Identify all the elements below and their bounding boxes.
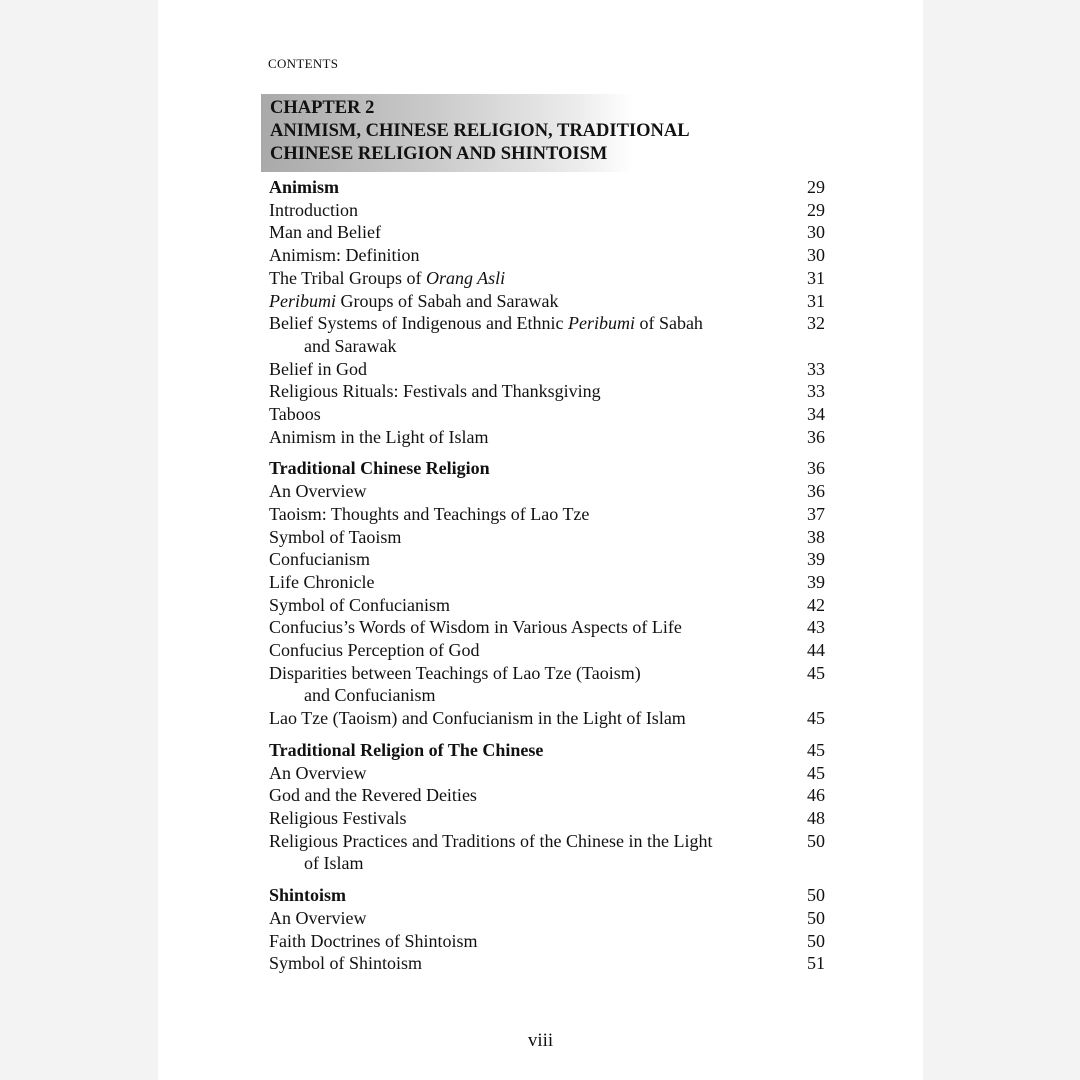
entry-title [269,952,755,975]
entry-title-italic: Peribumi [269,290,336,311]
entry-title [269,884,755,907]
toc-entry[interactable] [269,639,825,662]
entry-title-text: Confucius’s Words of Wisdom in Various Aspects of Life [269,617,682,638]
entry-title [269,457,755,480]
toc-entry[interactable] [269,526,825,549]
entry-page-number: 32 [807,313,825,334]
entry-title-text: Groups of Sabah and Sarawak [336,290,559,311]
entry-title-text: Man and Belief [269,222,381,243]
entry-title-text: Animism [269,177,340,197]
entry-title-italic: Peribumi [567,313,635,334]
toc-section [269,739,825,875]
toc-entry[interactable] [269,616,825,639]
entry-page-number: 31 [807,267,825,288]
toc-entry[interactable] [269,762,825,785]
entry-page-number: 51 [807,953,825,974]
entry-page-number: 29 [807,177,825,197]
entry-title [269,907,755,930]
toc-entry[interactable] [269,952,825,975]
entry-title-text: An Overview [269,481,367,502]
entry-page-number: 33 [807,381,825,402]
toc-section [269,176,825,448]
entry-page-number: 34 [807,404,825,425]
entry-title-text: An Overview [269,762,367,783]
entry-title [269,571,755,594]
toc-entry[interactable] [269,830,825,875]
toc-entry[interactable] [269,707,825,730]
toc-entry[interactable] [269,358,825,381]
entry-page-number: 39 [807,549,825,570]
entry-title [269,244,755,267]
toc-entry[interactable] [269,221,825,244]
toc-section-heading[interactable] [269,884,825,907]
entry-page-number: 38 [807,526,825,547]
entry-title [269,930,755,953]
entry-title [269,380,755,403]
running-head: CONTENTS [268,56,339,71]
entry-page-number: 45 [807,662,825,683]
entry-title-continuation: and Confucianism [304,685,436,706]
toc-section [269,884,825,975]
toc-entry[interactable] [269,548,825,571]
toc-entry[interactable] [269,571,825,594]
entry-page-number: 48 [807,807,825,828]
toc-entry[interactable] [269,199,825,222]
entry-title [269,830,755,875]
entry-title-text: Symbol of Confucianism [269,594,450,615]
book-page [158,0,923,1080]
entry-title [269,403,755,426]
toc-section [269,457,825,729]
entry-title [269,662,755,707]
toc-section-heading[interactable] [269,457,825,480]
toc-entry[interactable] [269,807,825,830]
table-of-contents [269,176,825,984]
entry-page-number: 50 [807,930,825,951]
entry-page-number: 30 [807,245,825,266]
entry-title [269,358,755,381]
entry-title-text: Religious Practices and Traditions of the Chinese in the Light [269,830,713,851]
entry-title-continuation: and Sarawak [304,335,397,356]
entry-title [269,739,755,762]
chapter-number: CHAPTER 2 [270,98,375,118]
entry-title-continuation: of Islam [304,853,364,874]
toc-entry[interactable] [269,426,825,449]
entry-page-number: 31 [807,290,825,311]
entry-page-number: 42 [807,594,825,615]
toc-section-heading[interactable] [269,739,825,762]
entry-title-text: Symbol of Shintoism [269,953,423,974]
entry-page-number: 36 [807,481,825,502]
toc-entry[interactable] [269,662,825,707]
toc-entry[interactable] [269,594,825,617]
entry-page-number: 43 [807,617,825,638]
entry-title [269,267,755,290]
toc-entry[interactable] [269,503,825,526]
entry-page-number: 44 [807,640,825,661]
entry-title [269,784,755,807]
entry-page-number: 37 [807,503,825,524]
entry-title [269,176,755,199]
entry-page-number: 46 [807,785,825,806]
entry-title-text: Taboos [269,404,321,425]
entry-page-number: 45 [807,708,825,729]
entry-page-number: 33 [807,358,825,379]
entry-title [269,426,755,449]
toc-entry[interactable] [269,480,825,503]
entry-title [269,639,755,662]
entry-title-text: Lao Tze (Taoism) and Confucianism in the Light of Islam [269,708,686,729]
toc-entry[interactable] [269,380,825,403]
entry-page-number: 36 [807,426,825,447]
entry-page-number: 39 [807,571,825,592]
entry-title-text: An Overview [269,907,367,928]
entry-title [269,312,755,357]
entry-title-italic: Orang Asli [426,267,506,288]
entry-title-text: Belief Systems of Indigenous and Ethnic [269,313,568,334]
entry-title [269,707,755,730]
toc-section-heading[interactable] [269,176,825,199]
toc-entry[interactable] [269,312,825,357]
chapter-title-line-2: CHINESE RELIGION AND SHINTOISM [270,144,608,164]
entry-page-number: 29 [807,199,825,220]
entry-title-text: Religious Festivals [269,807,407,828]
toc-entry[interactable] [269,403,825,426]
entry-title [269,526,755,549]
toc-entry[interactable] [269,267,825,290]
entry-title [269,807,755,830]
entry-page-number: 50 [807,830,825,851]
chapter-title-block [261,94,690,172]
entry-page-number: 45 [807,739,825,760]
entry-title-text: Religious Rituals: Festivals and Thanksgiving [269,381,601,402]
entry-title-text: Shintoism [269,885,347,906]
entry-page-number: 36 [807,458,825,479]
entry-title-text: God and the Revered Deities [269,785,477,806]
entry-title-text: Confucianism [269,549,370,570]
toc-entry[interactable] [269,290,825,313]
entry-title [269,199,755,222]
entry-title-text: The Tribal Groups of [269,267,426,288]
entry-page-number: 50 [807,885,825,906]
entry-page-number: 30 [807,222,825,243]
entry-title-text: Symbol of Taoism [269,526,402,547]
entry-title [269,616,755,639]
entry-title [269,503,755,526]
toc-entry[interactable] [269,907,825,930]
entry-title-text: Introduction [269,199,358,220]
entry-title [269,221,755,244]
toc-entry[interactable] [269,784,825,807]
toc-entry[interactable] [269,930,825,953]
entry-page-number: 45 [807,762,825,783]
entry-title-text: Disparities between Teachings of Lao Tze (Taoism) [269,662,641,683]
entry-title [269,480,755,503]
entry-title-text: Belief in God [269,358,367,379]
entry-title-text: of Sabah [634,313,703,334]
chapter-title-line-1: ANIMISM, CHINESE RELIGION, TRADITIONAL [270,121,690,141]
entry-title-text: Confucius Perception of God [269,640,480,661]
entry-title-text: Traditional Chinese Religion [269,458,490,479]
entry-title-text: Faith Doctrines of Shintoism [269,930,478,951]
entry-title-text: Animism: Definition [269,245,420,266]
toc-entry[interactable] [269,244,825,267]
entry-title-text: Life Chronicle [269,571,375,592]
entry-title-text: Animism in the Light of Islam [269,426,489,447]
entry-title-text: Traditional Religion of The Chinese [269,739,544,760]
entry-title-text: Taoism: Thoughts and Teachings of Lao Tze [269,503,590,524]
entry-title [269,594,755,617]
entry-title [269,548,755,571]
entry-page-number: 50 [807,907,825,928]
entry-title [269,762,755,785]
entry-title [269,290,755,313]
page-folio: viii [527,1030,554,1051]
